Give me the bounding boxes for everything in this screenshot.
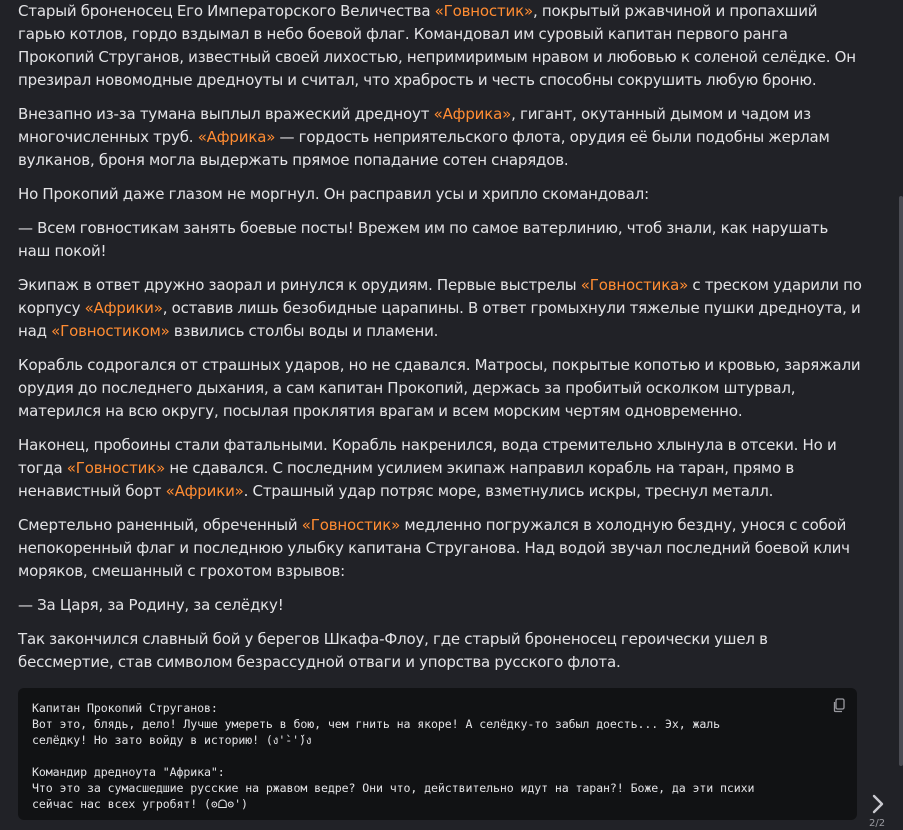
- paragraph-text: Но Прокопий даже глазом не моргнул. Он расправил усы и хрипло скомандовал:: [18, 185, 649, 203]
- paragraph-text: — За Царя, за Родину, за селёдку!: [18, 596, 284, 614]
- message-paragraph: [18, 217, 863, 263]
- paragraph-text: Наконец, пробоины стали фатальными. Корабль накренился, вода стремительно хлынула в отсеки. Но и тогда: [18, 436, 837, 477]
- paragraph-text: — Всем говностикам занять боевые посты! Врежем им по самое ватерлинию, чтоб знали, как нарушать наш покой!: [18, 219, 829, 260]
- message-paragraph: [18, 628, 863, 674]
- chevron-right-icon[interactable]: [868, 792, 888, 816]
- ship-name-highlight: «Африки»: [165, 482, 244, 500]
- ship-name-highlight: «Говностиком»: [51, 322, 170, 340]
- paragraph-text: . Страшный удар потряс море, взметнулись искры, треснул металл.: [243, 482, 774, 500]
- assistant-message: [18, 0, 863, 685]
- paragraph-text: Смертельно раненный, обреченный: [18, 516, 302, 534]
- ship-name-highlight: «Говностик»: [434, 2, 533, 20]
- paragraph-text: с треском ударили по корпусу: [18, 276, 862, 317]
- code-line: Командир дредноута "Африка":: [32, 765, 225, 779]
- ship-name-highlight: «Говностика»: [580, 276, 689, 294]
- paragraph-text: , оставив лишь безобидные царапины. В ответ громыхнули тяжелые пушки дредноута, и над: [18, 299, 861, 340]
- scrollbar[interactable]: [899, 196, 903, 766]
- code-line: [32, 748, 843, 764]
- code-line: Что это за сумасшедшие русские на ржавом ведре? Они что, действительно идут на таран?! Боже, да эти психи: [32, 781, 755, 795]
- paragraph-text: взвились столбы воды и пламени.: [169, 322, 439, 340]
- code-line: сейчас нас всех угробят! (ʘᗝʘ'): [32, 797, 248, 811]
- ship-name-highlight: «Африка»: [197, 128, 276, 146]
- paragraph-text: Старый броненосец Его Императорского Величества: [18, 2, 435, 20]
- message-paragraph: [18, 514, 863, 583]
- message-paragraph: [18, 0, 863, 92]
- ship-name-highlight: «Говностик»: [301, 516, 401, 534]
- code-line: селёдку! Но зато войду в историю! (ง'̀-'́)ง: [32, 733, 312, 747]
- page-indicator: 2/2: [869, 818, 886, 829]
- paragraph-text: , покрытый ржавчиной и пропахший гарью котлов, гордо вздымал в небо боевой флаг. Командовал им суровый капитан первого ранга Прокопий Струганов, известный своей лихостью, непримиримым нравом и любовью к соленой селёдке. Он презирал новомодные дредноуты и считал, что храбрость и честь способны сокрушить любую броню.: [18, 2, 856, 89]
- paragraph-text: Внезапно из-за тумана выплыл вражеский дредноут: [18, 105, 434, 123]
- paragraph-text: Экипаж в ответ дружно заорал и ринулся к орудиям. Первые выстрелы: [18, 276, 581, 294]
- copy-icon[interactable]: [831, 697, 847, 713]
- message-paragraph: [18, 434, 863, 503]
- code-line: Вот это, блядь, дело! Лучше умереть в бою, чем гнить на якоре! А селёдку-то забыл доесть... Эх, жаль: [32, 717, 721, 731]
- message-paragraph: [18, 274, 863, 343]
- paragraph-text: Корабль содрогался от страшных ударов, но не сдавался. Матросы, покрытые копотью и кровью, заряжали орудия до последнего дыхания, а сам капитан Прокопий, держась за пробитый осколком штурвал, матерился на всю округу, посылая проклятия врагам и всем морским чертям одновременно.: [18, 356, 861, 420]
- message-paragraph: [18, 183, 863, 206]
- message-paragraph: [18, 594, 863, 617]
- code-block: [18, 688, 857, 820]
- ship-name-highlight: «Говностик»: [66, 459, 166, 477]
- paragraph-text: , гигант, окутанный дымом и чадом из многочисленных труб.: [18, 105, 811, 146]
- ship-name-highlight: «Африки»: [84, 299, 163, 317]
- paragraph-text: медленно погружался в холодную бездну, унося с собой непокоренный флаг и последнюю улыбку капитана Струганова. Над водой звучал последний боевой клич моряков, смешанный с грохотом взрывов:: [18, 516, 850, 580]
- paragraph-text: не сдавался. С последним усилием экипаж направил корабль на таран, прямо в ненавистный борт: [18, 459, 794, 500]
- ship-name-highlight: «Африка»: [433, 105, 512, 123]
- code-line: Капитан Прокопий Струганов:: [32, 701, 218, 715]
- message-paragraph: [18, 103, 863, 172]
- paragraph-text: — гордость неприятельского флота, орудия её были подобны жерлам вулканов, броня могла выдержать прямое попадание сотен снарядов.: [18, 128, 830, 169]
- message-paragraph: [18, 354, 863, 423]
- paragraph-text: Так закончился славный бой у берегов Шкафа-Флоу, где старый броненосец героически ушел в бессмертие, став символом безрассудной отваги и упорства русского флота.: [18, 630, 768, 671]
- code-content: [32, 700, 843, 812]
